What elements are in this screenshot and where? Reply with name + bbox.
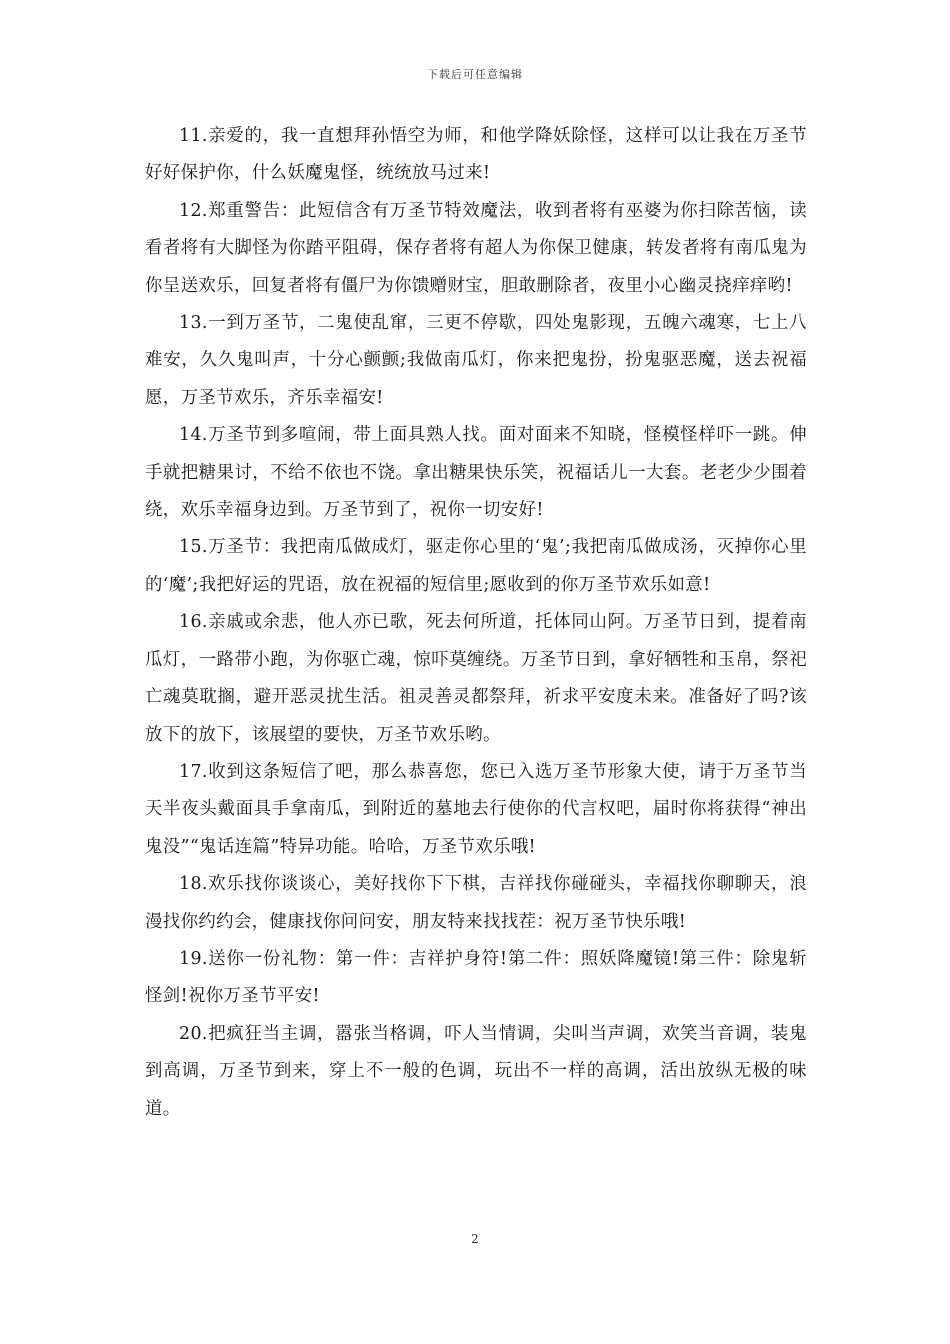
paragraph-20: 20.把疯狂当主调，嚣张当格调，吓人当情调，尖叫当声调，欢笑当音调，装鬼到高调，万圣节到来，穿上不一般的色调，玩出不一样的高调，活出放纵无极的味道。 [145,1023,807,1119]
paragraph-14: 14.万圣节到多喧闹，带上面具熟人找。面对面来不知晓，怪模怪样吓一跳。伸手就把糖果讨，不给不依也不饶。拿出糖果快乐笑，祝福话儿一大套。老老少少围着绕，欢乐幸福身边到。万圣节到了，祝你一切安好! [145,425,807,521]
page-number: 2 [471,1232,479,1246]
paragraph-17: 17.收到这条短信了吧，那么恭喜您，您已入选万圣节形象大使，请于万圣节当天半夜头戴面具手拿南瓜，到附近的墓地去行使你的代言权吧，届时你将获得“神出鬼没”“鬼话连篇”特异功能。哈哈，万圣节欢乐哦! [145,761,807,857]
page-header: 下载后可任意编辑 [427,68,523,81]
paragraph-12: 12.郑重警告：此短信含有万圣节特效魔法，收到者将有巫婆为你扫除苦恼，读看者将有大脚怪为你踏平阻碍，保存者将有超人为你保卫健康，转发者将有南瓜鬼为你呈送欢乐，回复者将有僵尸为你馈赠财宝，胆敢删除者，夜里小心幽灵挠痒痒哟! [145,200,807,296]
paragraph-19: 19.送你一份礼物：第一件：吉祥护身符!第二件：照妖降魔镜!第三件：除鬼斩怪剑!祝你万圣节平安! [145,948,807,1007]
paragraph-15: 15.万圣节：我把南瓜做成灯，驱走你心里的‘鬼’;我把南瓜做成汤，灭掉你心里的‘魔’;我把好运的咒语，放在祝福的短信里;愿收到的你万圣节欢乐如意! [145,537,807,595]
paragraph-13: 13.一到万圣节，二鬼使乱窜，三更不停歇，四处鬼影现，五魄六魂寒，七上八难安，久久鬼叫声，十分心颤颤;我做南瓜灯，你来把鬼扮，扮鬼驱恶魔，送去祝福愿，万圣节欢乐，齐乐幸福安! [145,313,807,408]
paragraph-16: 16.亲戚或余悲，他人亦已歌，死去何所道，托体同山阿。万圣节日到，提着南瓜灯，一路带小跑，为你驱亡魂，惊吓莫缠绕。万圣节日到，拿好牺牲和玉帛，祭祀亡魂莫耽搁，避开恶灵扰生活。祖灵善灵都祭拜，祈求平安度未来。准备好了吗?该放下的放下，该展望的要快，万圣节欢乐哟。 [145,612,807,745]
paragraph-11: 11.亲爱的，我一直想拜孙悟空为师，和他学降妖除怪，这样可以让我在万圣节好好保护你，什么妖魔鬼怪，统统放马过来! [145,126,807,184]
paragraph-18: 18.欢乐找你谈谈心，美好找你下下棋，吉祥找你碰碰头，幸福找你聊聊天，浪漫找你约约会，健康找你问问安，朋友特来找找茬：祝万圣节快乐哦! [145,874,807,932]
document-body [145,118,807,1128]
